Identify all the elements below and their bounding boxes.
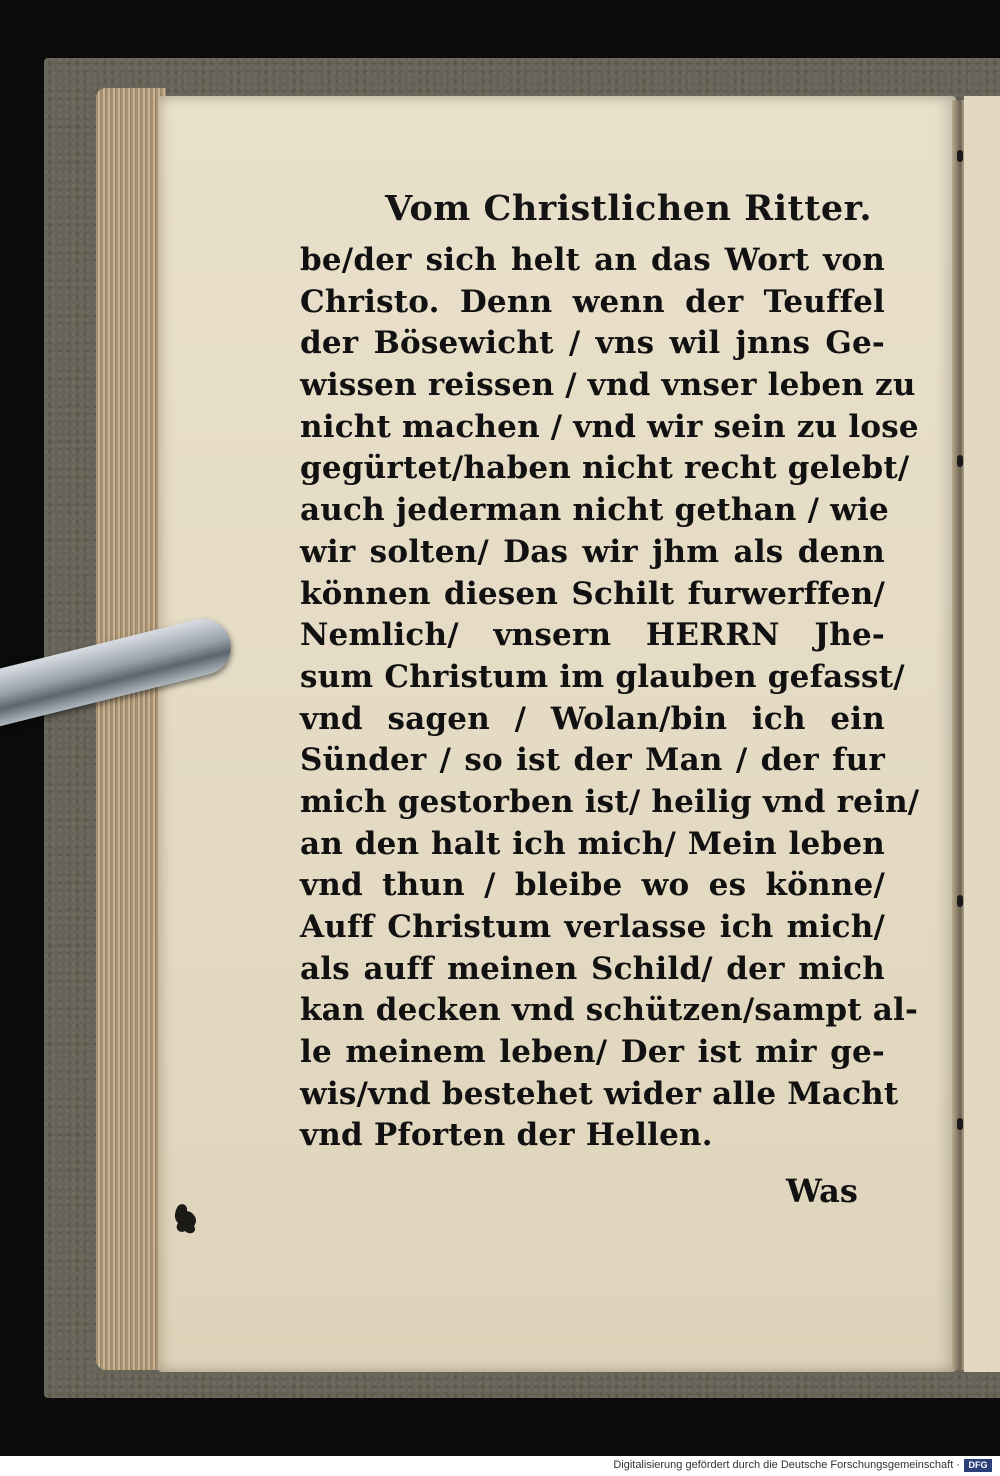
text-line: kan decken vnd schützen/sampt al- [300, 992, 919, 1029]
ink-stain [172, 1202, 202, 1236]
body-text [300, 240, 920, 1157]
text-line: nicht machen / vnd wir sein zu lose [300, 408, 919, 445]
text-line: wir solten/ Das wir jhm als denn [300, 533, 885, 570]
binding-stitch [957, 455, 963, 467]
text-line: wis/vnd bestehet wider alle Macht [300, 1075, 899, 1112]
text-line: vnd sagen / Wolan/bin ich ein [300, 700, 885, 737]
text-line: mich gestorben ist/ heilig vnd rein/ [300, 783, 920, 820]
text-line: Christo. Denn wenn der Teuffel [300, 283, 885, 320]
facing-page-edge [964, 96, 1000, 1372]
text-line: auch jederman nicht gethan / wie [300, 492, 889, 529]
text-line: sum Christum im glauben gefasst/ [300, 658, 905, 695]
text-line: be/der sich helt an das Wort von [300, 242, 885, 278]
text-line: der Bösewicht / vns wil jnns Ge- [300, 325, 885, 362]
text-line: Sünder / so ist der Man / der fur [300, 742, 885, 779]
text-line: vnd thun / bleibe wo es könne/ [300, 867, 885, 904]
digitization-credit: Digitalisierung gefördert durch die Deutsche Forschungsgemeinschaft · [613, 1459, 960, 1471]
dfg-logo: DFG [964, 1459, 992, 1472]
running-head: Vom Christlichen Ritter. [385, 188, 873, 229]
text-line: können diesen Schilt furwerffen/ [300, 575, 885, 612]
text-line: Auff Christum verlasse ich mich/ [300, 909, 885, 945]
text-line: gegürtet/haben nicht recht gelebt/ [300, 450, 910, 487]
binding-stitch [957, 1118, 963, 1130]
text-line: vnd Pforten der Hellen. [300, 1117, 713, 1154]
page-block-edge [96, 88, 166, 1370]
text-line: als auff meinen Schild/ der mich [300, 950, 885, 987]
text-line: an den halt ich mich/ Mein leben [300, 825, 885, 862]
binding-stitch [957, 150, 963, 162]
binding-stitch [957, 895, 963, 907]
text-line: le meinem leben/ Der ist mir ge- [300, 1034, 885, 1071]
text-line: Nemlich/ vnsern HERRN Jhe- [300, 617, 885, 654]
catchword: Was [786, 1172, 858, 1210]
text-line: wissen reissen / vnd vnser leben zu [300, 367, 916, 404]
